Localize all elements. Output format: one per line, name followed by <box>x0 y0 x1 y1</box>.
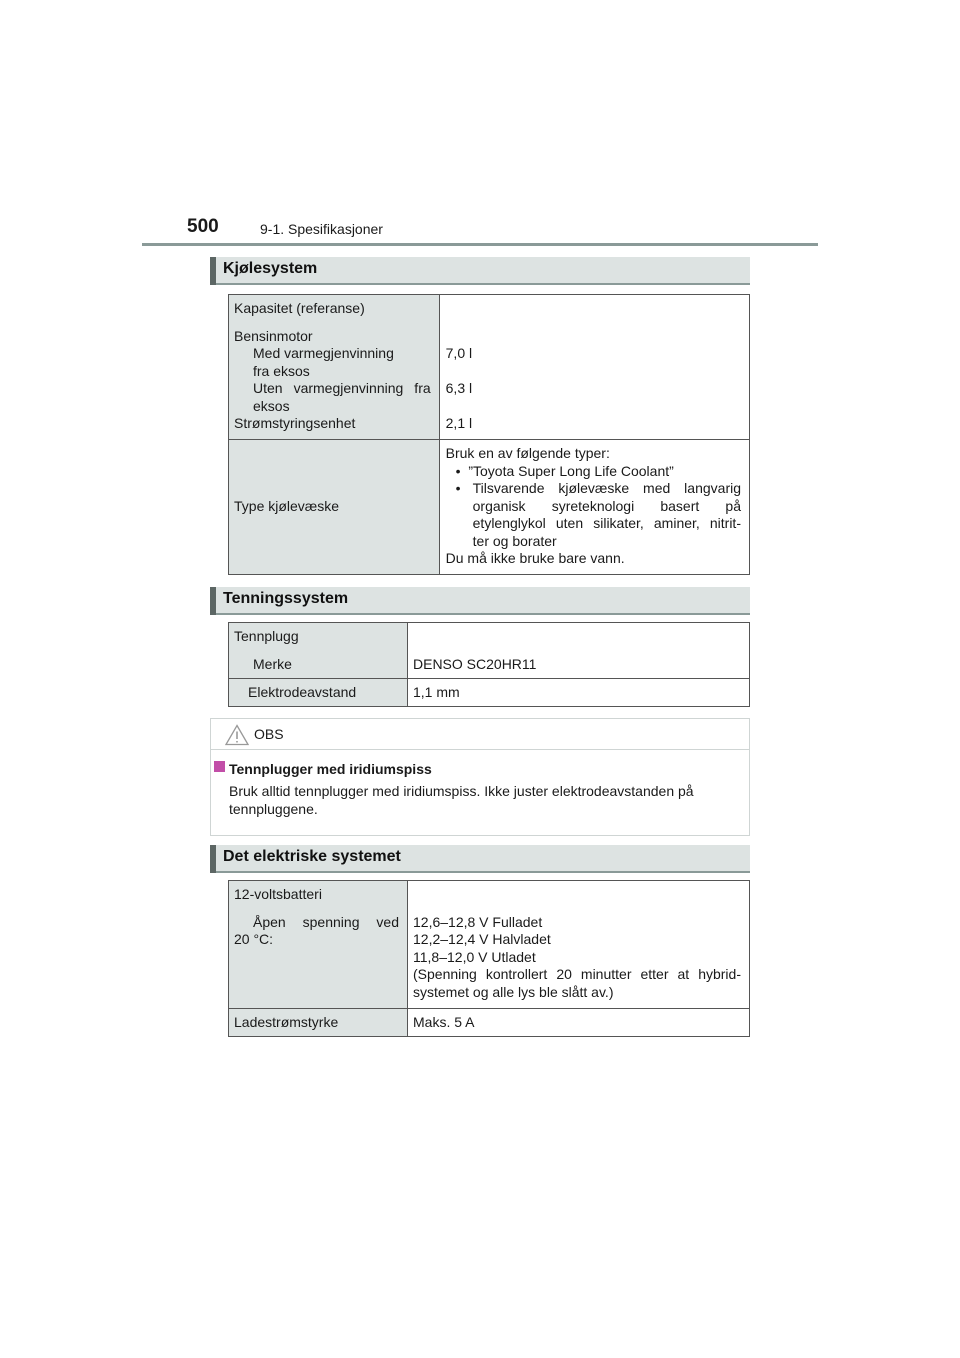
voltage-note-cont: systemet og alle lys ble slått av.) <box>413 983 614 1000</box>
notice-box <box>210 718 750 836</box>
open-voltage-label: Åpen spenning ved <box>253 913 399 930</box>
voltage-full: 12,6–12,8 V Fulladet <box>413 913 543 930</box>
coolant-label: Type kjølevæske <box>234 498 340 515</box>
section-title: Det elektriske systemet <box>223 848 401 865</box>
section-title: Tenningssystem <box>223 590 349 607</box>
section-header-ignition <box>210 587 750 615</box>
capacity-value-with: 7,0 l <box>445 345 473 361</box>
with-heat-recovery-label-cont: fra eksos <box>253 362 310 379</box>
chapter-title: 9-1. Spesifikasjoner <box>260 221 383 237</box>
spark-plug-label-cell <box>229 623 408 679</box>
page-number: 500 <box>187 216 219 237</box>
brand-label: Merke <box>253 655 292 672</box>
without-heat-recovery-label: Uten varmegjenvinning fra <box>253 380 431 396</box>
capacity-label-cell <box>229 295 440 440</box>
table-row <box>229 440 750 575</box>
section-header-cooling <box>210 257 750 285</box>
section-marker <box>210 257 216 285</box>
coolant-option-1: • ”Toyota Super Long Life Coolant” <box>455 462 674 479</box>
without-heat-recovery-label-cont: eksos <box>253 397 290 414</box>
section-marker <box>210 587 216 615</box>
coolant-note: Du må ikke bruke bare vann. <box>445 550 625 566</box>
cooling-spec-table <box>228 294 750 575</box>
gap-label-cell <box>229 679 408 707</box>
notice-bullet-icon <box>214 761 225 772</box>
table-row <box>229 1009 750 1037</box>
table-row <box>229 679 750 707</box>
ignition-spec-table <box>228 622 750 707</box>
battery-value-cell <box>408 881 750 1009</box>
notice-text: Bruk alltid tennplugger med iridiumspiss. Ikke juster elektrodeavstanden på tennpluggene. <box>229 783 694 817</box>
warning-icon <box>225 724 249 746</box>
notice-label: OBS <box>254 726 284 742</box>
coolant-option-2-line: etylenglykol uten silikater, aminer, nitrit- <box>472 515 741 531</box>
coolant-option-2-line: Tilsvarende kjølevæske med langvarig <box>472 480 741 496</box>
section-marker <box>210 845 216 873</box>
voltage-note: (Spenning kontrollert 20 minutter etter at hybrid- <box>413 966 741 982</box>
gap-value-cell <box>408 679 750 707</box>
capacity-value-cell <box>439 295 749 440</box>
coolant-option-2-line: organisk syreteknologi basert på <box>472 497 741 514</box>
gap-value: 1,1 mm <box>413 683 460 700</box>
coolant-value-cell <box>439 440 749 575</box>
table-row <box>229 295 750 440</box>
table-row <box>229 881 750 1009</box>
notice-header <box>211 719 749 750</box>
section-header-electrical <box>210 845 750 873</box>
coolant-option-2: • Tilsvarende kjølevæske med langvarig organisk syreteknologi basert på etylenglykol uten silikater, aminer, nitrit- ter og borater <box>455 480 741 549</box>
voltage-half: 12,2–12,4 V Halvladet <box>413 931 551 947</box>
coolant-option-2-line: ter og borater <box>472 532 557 549</box>
spark-plug-value-cell <box>408 623 750 679</box>
coolant-label-cell <box>229 440 440 575</box>
charge-label-cell <box>229 1009 408 1037</box>
voltage-empty: 11,8–12,0 V Utladet <box>413 948 536 965</box>
charge-value-cell <box>408 1009 750 1037</box>
notice-heading: Tennplugger med iridiumspiss <box>229 761 432 777</box>
spark-plug-label: Tennplugg <box>234 628 299 644</box>
electrical-spec-table <box>228 880 750 1037</box>
capacity-value-without: 6,3 l <box>445 380 473 396</box>
section-title: Kjølesystem <box>223 260 318 277</box>
pcu-label: Strømstyringsenhet <box>234 415 356 431</box>
open-voltage-label-cont: 20 °C: <box>234 931 274 947</box>
charge-current-value: Maks. 5 A <box>413 1013 475 1030</box>
battery-label: 12-voltsbatteri <box>234 886 322 902</box>
brand-value: DENSO SC20HR11 <box>413 655 537 672</box>
charge-current-label: Ladestrømstyrke <box>234 1013 339 1030</box>
with-heat-recovery-label: Med varmegjenvinning <box>253 345 394 361</box>
table-row <box>229 623 750 679</box>
header-divider <box>142 243 818 246</box>
capacity-heading: Kapasitet (referanse) <box>234 300 365 316</box>
battery-label-cell <box>229 881 408 1009</box>
coolant-intro: Bruk en av følgende typer: <box>445 445 610 461</box>
gap-label: Elektrodeavstand <box>248 683 357 700</box>
engine-label: Bensinmotor <box>234 327 313 344</box>
capacity-value-pcu: 2,1 l <box>445 415 473 431</box>
